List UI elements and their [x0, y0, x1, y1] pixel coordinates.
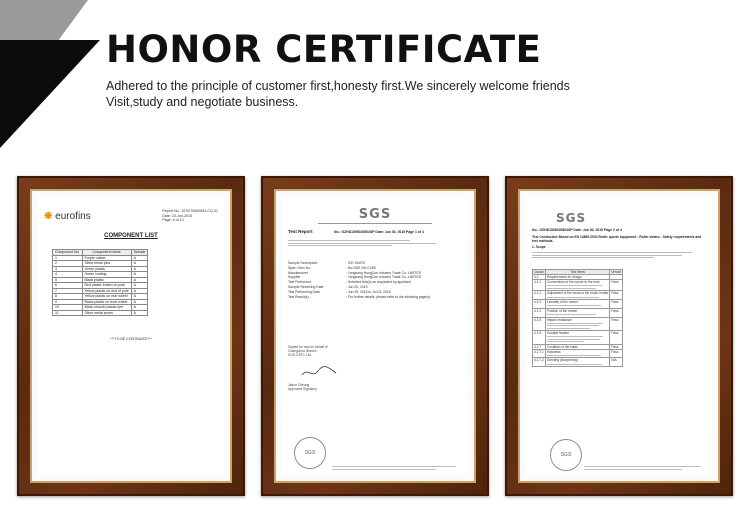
cell-text: Hardness — [546, 349, 561, 354]
table-row — [533, 291, 623, 300]
sgs-seal: SGS — [550, 439, 582, 471]
field-value: : For further details, please refer to the following page(s) — [346, 294, 431, 299]
field-value: : No.HDS-SK-CX85 — [346, 265, 376, 270]
field-value: : Yongkang HongCue Industry Trade Co.,LIMITED — [346, 270, 422, 275]
cell: Silver metal pins — [82, 261, 131, 267]
cell: Silver metal screw — [82, 310, 131, 316]
table-row — [533, 317, 623, 331]
cell: Pass — [610, 317, 623, 331]
cell-text: Adjustment of the boots to the boots' holder — [546, 291, 609, 296]
cell — [545, 291, 609, 300]
table-row — [533, 308, 623, 317]
report-meta-line: Report No.: 57H275080552-CQ-01 — [162, 209, 218, 213]
cell: 7 — [53, 288, 83, 294]
cell — [545, 331, 609, 345]
cell: 4.2.4 — [533, 308, 546, 317]
report-meta-line: Date: 23-Jun-2015 — [162, 213, 193, 218]
signature-mark — [300, 365, 340, 379]
section-heading: Test Conducted: Based on EN 13899:2003 Roller sports equipment - Roller skates - Safety requirements and test methods. — [532, 235, 702, 244]
field-key: Test Performing Date — [288, 289, 320, 294]
cell — [545, 280, 609, 291]
cell-text: Grinding (sharpening) — [546, 358, 578, 363]
certificate-frame-3[interactable] — [505, 176, 733, 496]
signoff-line: SGS-CSTC Ltd. — [288, 353, 312, 358]
sgs-test-results-document — [526, 197, 712, 475]
table-row — [533, 331, 623, 345]
cell: Purple rubber — [82, 255, 131, 261]
cell-text: Position of the runner — [546, 308, 578, 313]
cell — [545, 299, 609, 308]
cell: Green plastic — [82, 266, 131, 272]
component-list-document — [38, 197, 224, 475]
field-key: Style / Item No. — [288, 265, 312, 270]
cell: A — [131, 277, 148, 283]
table-row — [53, 310, 148, 316]
eurofins-logo: ❋ eurofins — [44, 211, 91, 222]
field-key: Supplier — [288, 275, 301, 280]
cell: A — [131, 305, 148, 311]
column-header: Verdict — [611, 270, 622, 274]
cell: A — [131, 299, 148, 305]
cell-text: Impact resistance — [546, 317, 572, 322]
report-meta-line: Page: 4 of 13 — [162, 218, 184, 223]
signer-title: Approved Signatory — [288, 387, 317, 392]
cell-text: Connections of the runner to the boot — [546, 280, 600, 284]
cell: Pass — [610, 299, 623, 308]
report-number: No.: GZHD1506020804SP Date: Jun 30, 2015 Page 2 of 4 — [532, 228, 622, 232]
scope-heading: 1. Scope — [532, 245, 546, 249]
cell: 8 — [53, 294, 83, 300]
component-list-heading: COMPONENT LIST — [104, 233, 158, 239]
cell: Brass plastic on front wheel — [82, 299, 131, 305]
cell: Black smooth plastic tyre — [82, 305, 131, 311]
cell — [545, 308, 609, 317]
cell: 4.2.7.2 — [533, 358, 546, 367]
cell: 4.2.3 — [533, 299, 546, 308]
field-value: : Yongkang HongCue Industry Trade Co.,LIMITED — [346, 275, 422, 280]
report-fields — [288, 261, 462, 299]
cell: Yellow plastic on rear wheel — [82, 294, 131, 300]
column-header: Test Items — [545, 270, 609, 275]
cell: 11 — [53, 310, 83, 316]
sgs-seal: SGS — [294, 437, 326, 469]
continued-note: ***TO BE CONTINUED*** — [110, 337, 152, 341]
table-row — [533, 280, 623, 291]
logo-rule — [318, 223, 432, 224]
certificate-frame-1[interactable] — [17, 176, 245, 496]
cell: 4.2.7 — [533, 344, 546, 349]
cell — [545, 317, 609, 331]
signer-block — [288, 383, 462, 391]
table-row — [533, 358, 623, 367]
report-title: Test Report — [288, 229, 313, 234]
page-subtitle: Adhered to the principle of customer first,honesty first.We sincerely welcome friends Visit,study and negotiate business. — [106, 79, 570, 109]
cell: 2 — [53, 261, 83, 267]
corner-decoration — [0, 0, 110, 150]
report-number: No.: GZHD1506020804SP Date: Jun 30, 2015 Page 1 of 4 — [334, 230, 424, 234]
cell: 4.2 — [533, 275, 546, 280]
field-value: : Jun 25, 2015 — [346, 284, 368, 289]
footer-lines — [332, 465, 462, 471]
cell: 6 — [53, 283, 83, 289]
page-title: HONOR CERTIFICATE — [106, 28, 542, 71]
footer-lines — [584, 465, 706, 471]
cell: Condition of the blade — [545, 344, 609, 349]
component-table — [52, 249, 148, 316]
cell: 4.2.5 — [533, 317, 546, 331]
field-key: Sample Description — [288, 261, 318, 265]
cell: 4.2.2 — [533, 291, 546, 300]
cell: Black plastic — [82, 277, 131, 283]
field-key: Sample Receiving Date — [288, 284, 324, 289]
cell: Pass — [610, 280, 623, 291]
cell: Pass — [610, 349, 623, 358]
cell: Pass — [610, 308, 623, 317]
cell: 4.2.7.1 — [533, 349, 546, 358]
certificate-frame-2[interactable] — [261, 176, 489, 496]
cell: N/A — [610, 358, 623, 367]
cell: Pass — [610, 331, 623, 345]
cell: A — [131, 261, 148, 267]
report-meta — [162, 209, 218, 223]
cell: 10 — [53, 305, 83, 311]
field-key: Manufacturer — [288, 270, 308, 275]
field-value: : ICE SKATE — [346, 261, 366, 265]
cell: A — [131, 310, 148, 316]
column-header: Component No. — [53, 250, 83, 256]
field-value: : Jun 25, 2015 to Jul 03, 2015 — [346, 289, 391, 294]
field-row — [288, 295, 462, 300]
address-lines — [288, 239, 462, 248]
results-table — [532, 269, 623, 367]
cell: Pass — [610, 291, 623, 300]
signer-name: Jason Cheung — [288, 383, 310, 387]
column-header: Clause — [534, 270, 544, 274]
cell: A — [131, 294, 148, 300]
signoff-line: Guangzhou Branch — [288, 349, 317, 354]
cell: 1 — [53, 255, 83, 261]
cell — [545, 349, 609, 358]
cell: Yellow plastic on end of pole — [82, 288, 131, 294]
column-header: Sample — [131, 250, 148, 256]
column-header: Component Name — [82, 250, 131, 256]
cell: A — [131, 272, 148, 278]
signoff-line: Signed for and on behalf of — [288, 345, 328, 349]
sgs-test-report-document — [282, 197, 468, 475]
cell: Requirements for design — [545, 275, 609, 280]
scope-lines — [532, 251, 706, 260]
sgs-logo: SGS — [358, 207, 392, 222]
cell-text: Linearity of the runner — [546, 299, 578, 304]
field-key: Test Performed — [288, 280, 311, 285]
table-row — [533, 299, 623, 308]
cell: 4 — [53, 272, 83, 278]
cell: 3 — [53, 266, 83, 272]
cell: A — [131, 266, 148, 272]
cell: Pass — [610, 344, 623, 349]
eurofins-logo-text: eurofins — [55, 211, 91, 222]
cell: Green coating — [82, 272, 131, 278]
cell: 4.2.6 — [533, 331, 546, 345]
cell: 5 — [53, 277, 83, 283]
cell: A — [131, 288, 148, 294]
signoff-block — [288, 345, 462, 358]
field-value: : Selected test(s) as requested by applicant — [346, 280, 412, 285]
cell: 4.2.1 — [533, 280, 546, 291]
sgs-logo: SGS — [556, 211, 587, 225]
cell: Red plastic button on pole — [82, 283, 131, 289]
table-row — [533, 349, 623, 358]
field-key: Test Result(s) — [288, 294, 309, 299]
cell: A — [131, 283, 148, 289]
cell — [545, 358, 609, 367]
cell: 9 — [53, 299, 83, 305]
cell-text: Durable fixation — [546, 331, 570, 336]
cell: A — [131, 255, 148, 261]
